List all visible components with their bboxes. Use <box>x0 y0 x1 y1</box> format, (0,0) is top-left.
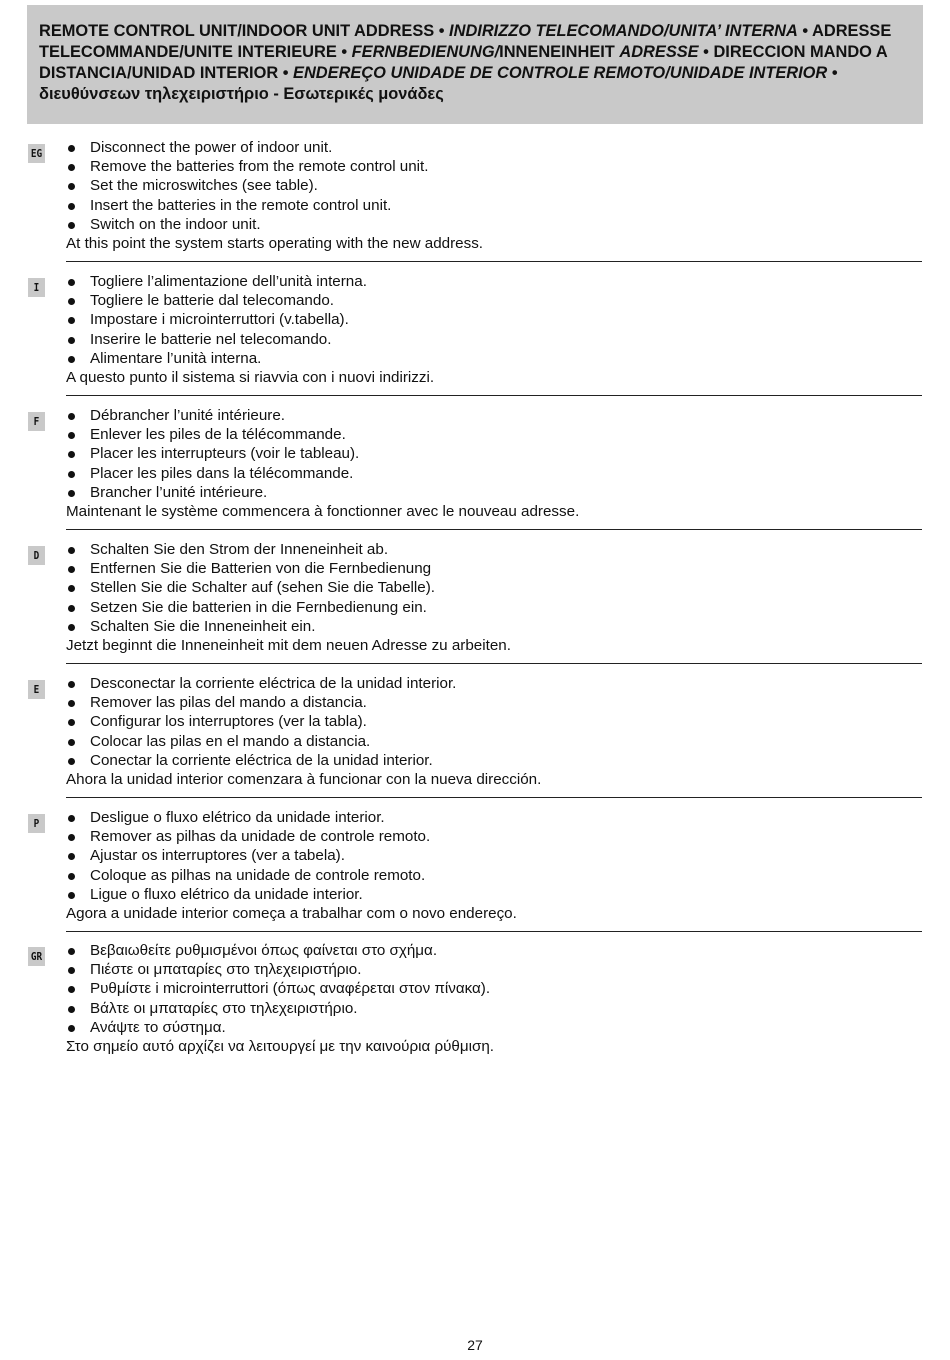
step-list <box>66 674 541 789</box>
title-segment: FERNBEDIENUNG/ <box>351 43 500 61</box>
language-tag: GR <box>28 947 45 966</box>
step-item: Débrancher l’unité intérieure. <box>66 406 579 425</box>
section-divider <box>66 261 922 262</box>
step-item: Coloque as pilhas na unidade de controle remoto. <box>66 866 517 885</box>
step-item: Conectar la corriente eléctrica de la unidad interior. <box>66 751 541 770</box>
language-tag: D <box>28 546 45 565</box>
step-item: Colocar las pilas en el mando a distancia. <box>66 732 541 751</box>
step-item: Placer les interrupteurs (voir le tableau). <box>66 444 579 463</box>
step-item: Placer les piles dans la télécommande. <box>66 464 579 483</box>
section-divider <box>66 395 922 396</box>
closing-note: Ahora la unidad interior comenzara à funcionar con la nueva dirección. <box>66 771 542 789</box>
step-item: Impostare i microinterruttori (v.tabella). <box>66 310 434 329</box>
step-item: Remover as pilhas da unidade de controle remoto. <box>66 827 517 846</box>
title-segment: ADRESSE <box>619 43 699 61</box>
language-tag: E <box>28 680 45 699</box>
step-list <box>66 272 434 387</box>
section-divider <box>66 797 922 798</box>
step-item: Πιέστε οι μπαταρίες στο τηλεχειριστήριο. <box>66 960 494 979</box>
language-tag: EG <box>28 144 45 163</box>
step-list <box>66 406 579 521</box>
step-item: Configurar los interruptores (ver la tabla). <box>66 712 541 731</box>
closing-note: Στο σημείο αυτό αρχίζει να λειτουργεί με την καινούρια ρύθμιση. <box>66 1038 495 1056</box>
step-list <box>66 808 517 923</box>
closing-note: A questo punto il sistema si riavvia con i nuovi indirizzi. <box>66 369 435 387</box>
step-item: Alimentare l’unità interna. <box>66 349 434 368</box>
step-item: Βάλτε οι μπαταρίες στο τηλεχειριστήριο. <box>66 999 494 1018</box>
step-item: Remove the batteries from the remote control unit. <box>66 157 483 176</box>
step-item: Brancher l’unité intérieure. <box>66 483 579 502</box>
closing-note: Agora a unidade interior começa a trabalhar com o novo endereço. <box>66 905 517 923</box>
step-item: Schalten Sie die Inneneinheit ein. <box>66 617 511 636</box>
section-divider <box>66 931 922 932</box>
step-item: Togliere l’alimentazione dell’unità interna. <box>66 272 434 291</box>
page-number: 27 <box>467 1337 483 1353</box>
step-item: Switch on the indoor unit. <box>66 215 483 234</box>
step-item: Remover las pilas del mando a distancia. <box>66 693 541 712</box>
step-list <box>66 540 511 655</box>
step-item: Enlever les piles de la télécommande. <box>66 425 579 444</box>
step-item: Ρυθμίστε i microinterruttori (όπως αναφέρεται στον πίνακα). <box>66 979 494 998</box>
step-item: Ajustar os interruptores (ver a tabela). <box>66 846 517 865</box>
step-item: Setzen Sie die batterien in die Fernbedienung ein. <box>66 598 511 617</box>
step-item: Togliere le batterie dal telecomando. <box>66 291 434 310</box>
title-segment: • διευθύνσεων τηλεχειριστήριο - Εσωτερικές μονάδες <box>39 64 838 103</box>
step-item: Desligue o fluxo elétrico da unidade interior. <box>66 808 517 827</box>
title-segment: INNENEINHEIT <box>499 43 620 61</box>
closing-note: At this point the system starts operating with the new address. <box>66 235 484 253</box>
closing-note: Jetzt beginnt die Inneneinheit mit dem neuen Adresse zu arbeiten. <box>66 637 511 655</box>
title-segment: INDIRIZZO TELECOMANDO/UNITA’ INTERNA <box>449 22 798 40</box>
step-list <box>66 138 483 253</box>
step-item: Insert the batteries in the remote control unit. <box>66 196 483 215</box>
title-segment: ENDEREÇO UNIDADE DE CONTROLE REMOTO/UNIDADE INTERIOR <box>293 64 828 82</box>
step-item: Schalten Sie den Strom der Inneneinheit ab. <box>66 540 511 559</box>
language-tag: I <box>28 278 45 297</box>
step-item: Set the microswitches (see table). <box>66 176 483 195</box>
step-item: Entfernen Sie die Batterien von die Fernbedienung <box>66 559 511 578</box>
step-item: Ligue o fluxo elétrico da unidade interior. <box>66 885 517 904</box>
step-item: Βεβαιωθείτε ρυθμισμένοι όπως φαίνεται στο σχήμα. <box>66 941 494 960</box>
step-item: Ανάψτε το σύστημα. <box>66 1018 494 1037</box>
step-item: Desconectar la corriente eléctrica de la unidad interior. <box>66 674 541 693</box>
page-title <box>39 21 911 105</box>
step-item: Inserire le batterie nel telecomando. <box>66 330 434 349</box>
title-segment: • ADRESSE TELECOMMANDE/UNITE INTERIEURE • <box>39 22 892 61</box>
title-segment: REMOTE CONTROL UNIT/INDOOR UNIT ADDRESS • <box>39 22 450 40</box>
title-segment: • DIRECCION MANDO A DISTANCIA/UNIDAD INTERIOR • <box>39 43 888 82</box>
section-divider <box>66 663 922 664</box>
language-tag: P <box>28 814 45 833</box>
language-tag: F <box>28 412 45 431</box>
closing-note: Maintenant le système commencera à fonctionner avec le nouveau adresse. <box>66 503 580 521</box>
section-divider <box>66 529 922 530</box>
title-banner <box>27 5 923 124</box>
step-item: Disconnect the power of indoor unit. <box>66 138 483 157</box>
step-list <box>66 941 494 1056</box>
step-item: Stellen Sie die Schalter auf (sehen Sie die Tabelle). <box>66 578 511 597</box>
